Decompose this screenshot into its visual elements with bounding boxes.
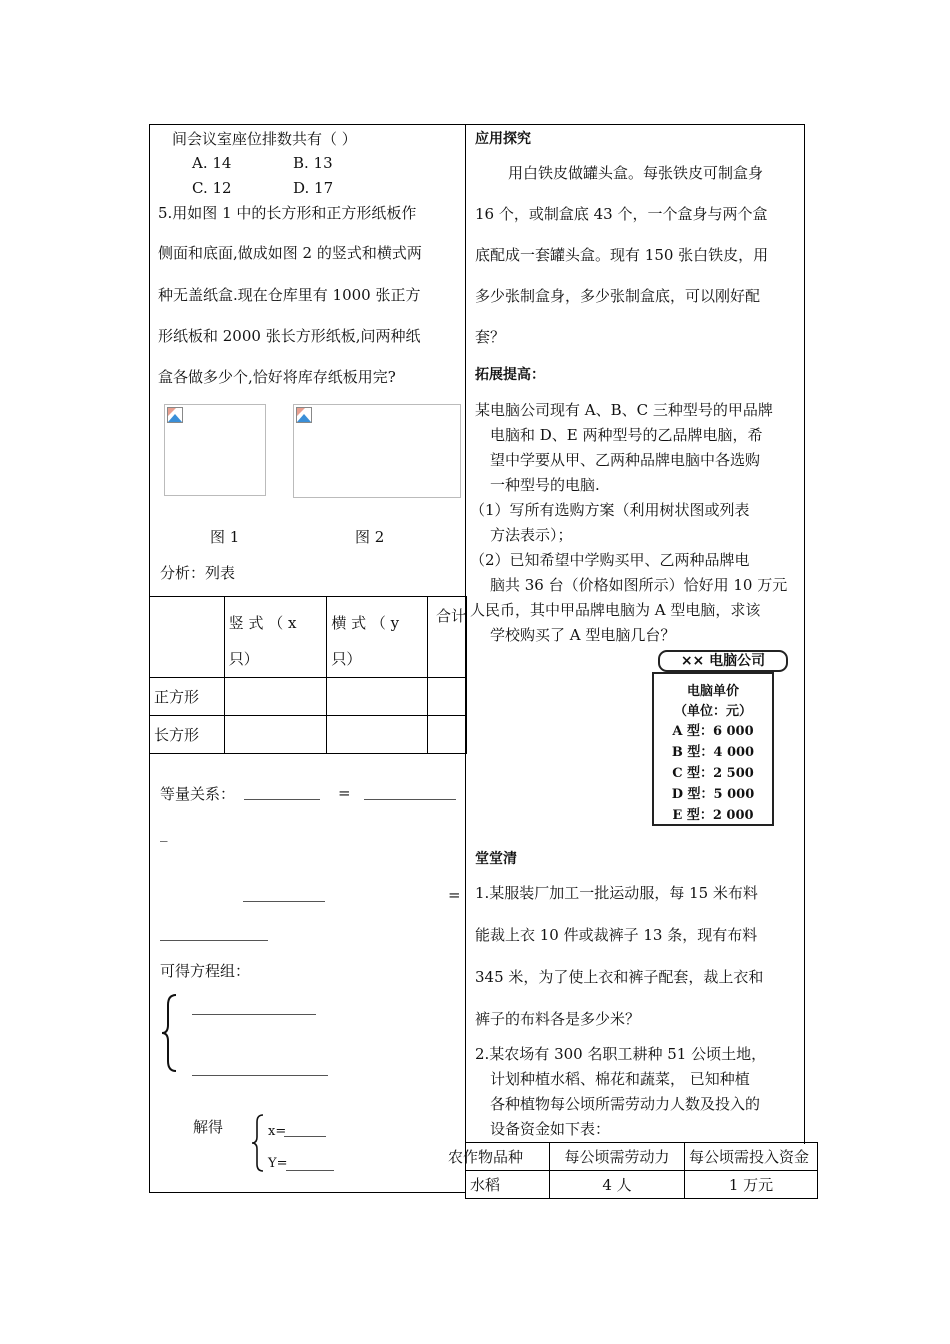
figure-1-image bbox=[164, 404, 266, 496]
ext-line-5: （1）写所有选购方案（利用树状图或列表 bbox=[470, 501, 750, 519]
sign-price: E 型：2 000 bbox=[672, 808, 754, 823]
app-line-2: 16 个，或制盒底 43 个，一个盒身与两个盒 bbox=[475, 205, 768, 223]
q5-line-2: 侧面和底面,做成如图 2 的竖式和横式两 bbox=[158, 244, 422, 262]
table-cell bbox=[427, 678, 466, 716]
solve-label: 解得 bbox=[193, 1118, 224, 1136]
table-cell bbox=[427, 716, 466, 754]
table-row-square: 正方形 bbox=[150, 678, 225, 716]
ext-line-4: 一种型号的电脑. bbox=[490, 476, 600, 494]
crop-header: 每公顷需劳动力 bbox=[550, 1143, 685, 1171]
crop-cell: 4 人 bbox=[550, 1171, 685, 1199]
crop-header: 农作物品种 bbox=[466, 1143, 550, 1171]
sign-price: D 型：5 000 bbox=[671, 787, 755, 802]
blank-line bbox=[192, 1075, 328, 1076]
table-row-rectangle: 长方形 bbox=[150, 716, 225, 754]
figure-2-image bbox=[293, 404, 461, 498]
blank-line bbox=[243, 901, 325, 902]
crop-cell: 水稻 bbox=[466, 1171, 550, 1199]
class-clear-title: 堂堂清 bbox=[475, 851, 517, 867]
ext-line-7: （2）已知希望中学购买甲、乙两种品牌电 bbox=[470, 551, 750, 569]
ext-line-8: 脑共 36 台（价格如图所示）恰好用 10 万元 bbox=[490, 576, 788, 594]
q4-option-d: D. 17 bbox=[293, 179, 334, 197]
frame-right bbox=[804, 124, 805, 1144]
application-title: 应用探究 bbox=[475, 131, 531, 147]
blank-line bbox=[364, 799, 456, 800]
ext-line-9: 人民币，其中甲品牌电脑为 A 型电脑，求该 bbox=[470, 601, 761, 619]
frame-top bbox=[149, 124, 805, 125]
q1-line-1: 1.某服装厂加工一批运动服，每 15 米布料 bbox=[475, 884, 758, 902]
sign-title: 电脑单价 bbox=[686, 684, 739, 699]
sign-body bbox=[652, 672, 774, 826]
extension-title: 拓展提高： bbox=[475, 367, 545, 383]
q2-line-1: 2.某农场有 300 名职工耕种 51 公顷土地， bbox=[475, 1045, 767, 1063]
analysis-label: 分析：列表 bbox=[160, 564, 236, 582]
app-line-1: 用白铁皮做罐头盒。每张铁皮可制盒身 bbox=[508, 164, 764, 182]
left-brace-icon bbox=[250, 1113, 266, 1173]
blank-line bbox=[244, 799, 320, 800]
blank-line bbox=[192, 1014, 316, 1015]
table-header-total: 合计 bbox=[427, 597, 466, 678]
price-sign bbox=[640, 650, 788, 828]
sign-price: A 型：6 000 bbox=[672, 724, 754, 739]
q1-line-4: 裤子的布料各是多少米？ bbox=[475, 1010, 641, 1028]
q4-option-b: B. 13 bbox=[293, 154, 333, 172]
dash-mark: _ bbox=[160, 824, 168, 842]
q2-line-3: 各种植物每公顷所需劳动力人数及投入的 bbox=[490, 1095, 761, 1113]
app-line-4: 多少张制盒身，多少张制盒底，可以刚好配 bbox=[475, 287, 761, 305]
figure-2-caption: 图 2 bbox=[355, 528, 385, 546]
q1-line-2: 能裁上衣 10 件或裁裤子 13 条，现有布料 bbox=[475, 926, 758, 944]
app-line-5: 套？ bbox=[475, 328, 506, 346]
table-cell bbox=[327, 716, 428, 754]
blank-line bbox=[286, 1170, 334, 1171]
q4-option-c: C. 12 bbox=[192, 179, 232, 197]
sign-price: C 型：2 500 bbox=[672, 766, 754, 781]
app-line-3: 底配成一套罐头盒。现有 150 张白铁皮，用 bbox=[475, 246, 769, 264]
crop-header: 每公顷需投入资金 bbox=[685, 1143, 818, 1171]
x-equals: x= bbox=[268, 1124, 287, 1139]
y-equals: Y= bbox=[268, 1156, 288, 1171]
broken-image-icon bbox=[296, 407, 312, 423]
ext-line-6: 方法表示）； bbox=[490, 526, 573, 544]
q5-line-4: 形纸板和 2000 张长方形纸板,问两种纸 bbox=[158, 327, 421, 345]
table-header-vertical: 竖 式 （ x 只） bbox=[224, 597, 327, 678]
sign-unit: （单位：元） bbox=[673, 704, 752, 719]
analysis-table bbox=[149, 596, 467, 754]
q2-line-4: 设备资金如下表： bbox=[490, 1120, 611, 1138]
broken-image-icon bbox=[167, 407, 183, 423]
table-header-horizontal: 横 式 （ y 只） bbox=[327, 597, 428, 678]
table-corner bbox=[150, 597, 225, 678]
table-cell bbox=[224, 678, 327, 716]
table-cell bbox=[224, 716, 327, 754]
frame-bottom bbox=[149, 1192, 466, 1193]
equal-relation-label: 等量关系： bbox=[160, 785, 236, 803]
sign-company: ×× 电脑公司 bbox=[658, 650, 788, 672]
system-label: 可得方程组： bbox=[160, 962, 251, 980]
blank-line bbox=[284, 1136, 326, 1137]
q5-line-3: 种无盖纸盒.现在仓库里有 1000 张正方 bbox=[158, 286, 421, 304]
equal-sign: = bbox=[338, 784, 351, 802]
q5-line-1: 5.用如图 1 中的长方形和正方形纸板作 bbox=[158, 204, 417, 222]
ext-line-10: 学校购买了 A 型电脑几台？ bbox=[490, 626, 676, 644]
equal-sign-2: = bbox=[448, 886, 461, 904]
crop-cell: 1 万元 bbox=[685, 1171, 818, 1199]
ext-line-1: 某电脑公司现有 A、B、C 三种型号的甲品牌 bbox=[475, 401, 773, 419]
q5-line-5: 盒各做多少个,恰好将库存纸板用完? bbox=[158, 368, 396, 386]
q2-line-2: 计划种植水稻、棉花和蔬菜， 已知种植 bbox=[490, 1070, 750, 1088]
crop-table bbox=[448, 1142, 818, 1199]
table-cell bbox=[327, 678, 428, 716]
ext-line-2: 电脑和 D、E 两种型号的乙品牌电脑，希 bbox=[490, 426, 763, 444]
left-brace-icon bbox=[160, 993, 180, 1073]
q4-tail: 间会议室座位排数共有（ ） bbox=[172, 130, 357, 148]
figure-1-caption: 图 1 bbox=[210, 528, 240, 546]
blank-line bbox=[160, 940, 268, 941]
q4-option-a: A. 14 bbox=[192, 154, 232, 172]
q1-line-3: 345 米，为了使上衣和裤子配套，裁上衣和 bbox=[475, 968, 764, 986]
ext-line-3: 望中学要从甲、乙两种品牌电脑中各选购 bbox=[490, 451, 761, 469]
sign-price: B 型：4 000 bbox=[671, 745, 755, 760]
